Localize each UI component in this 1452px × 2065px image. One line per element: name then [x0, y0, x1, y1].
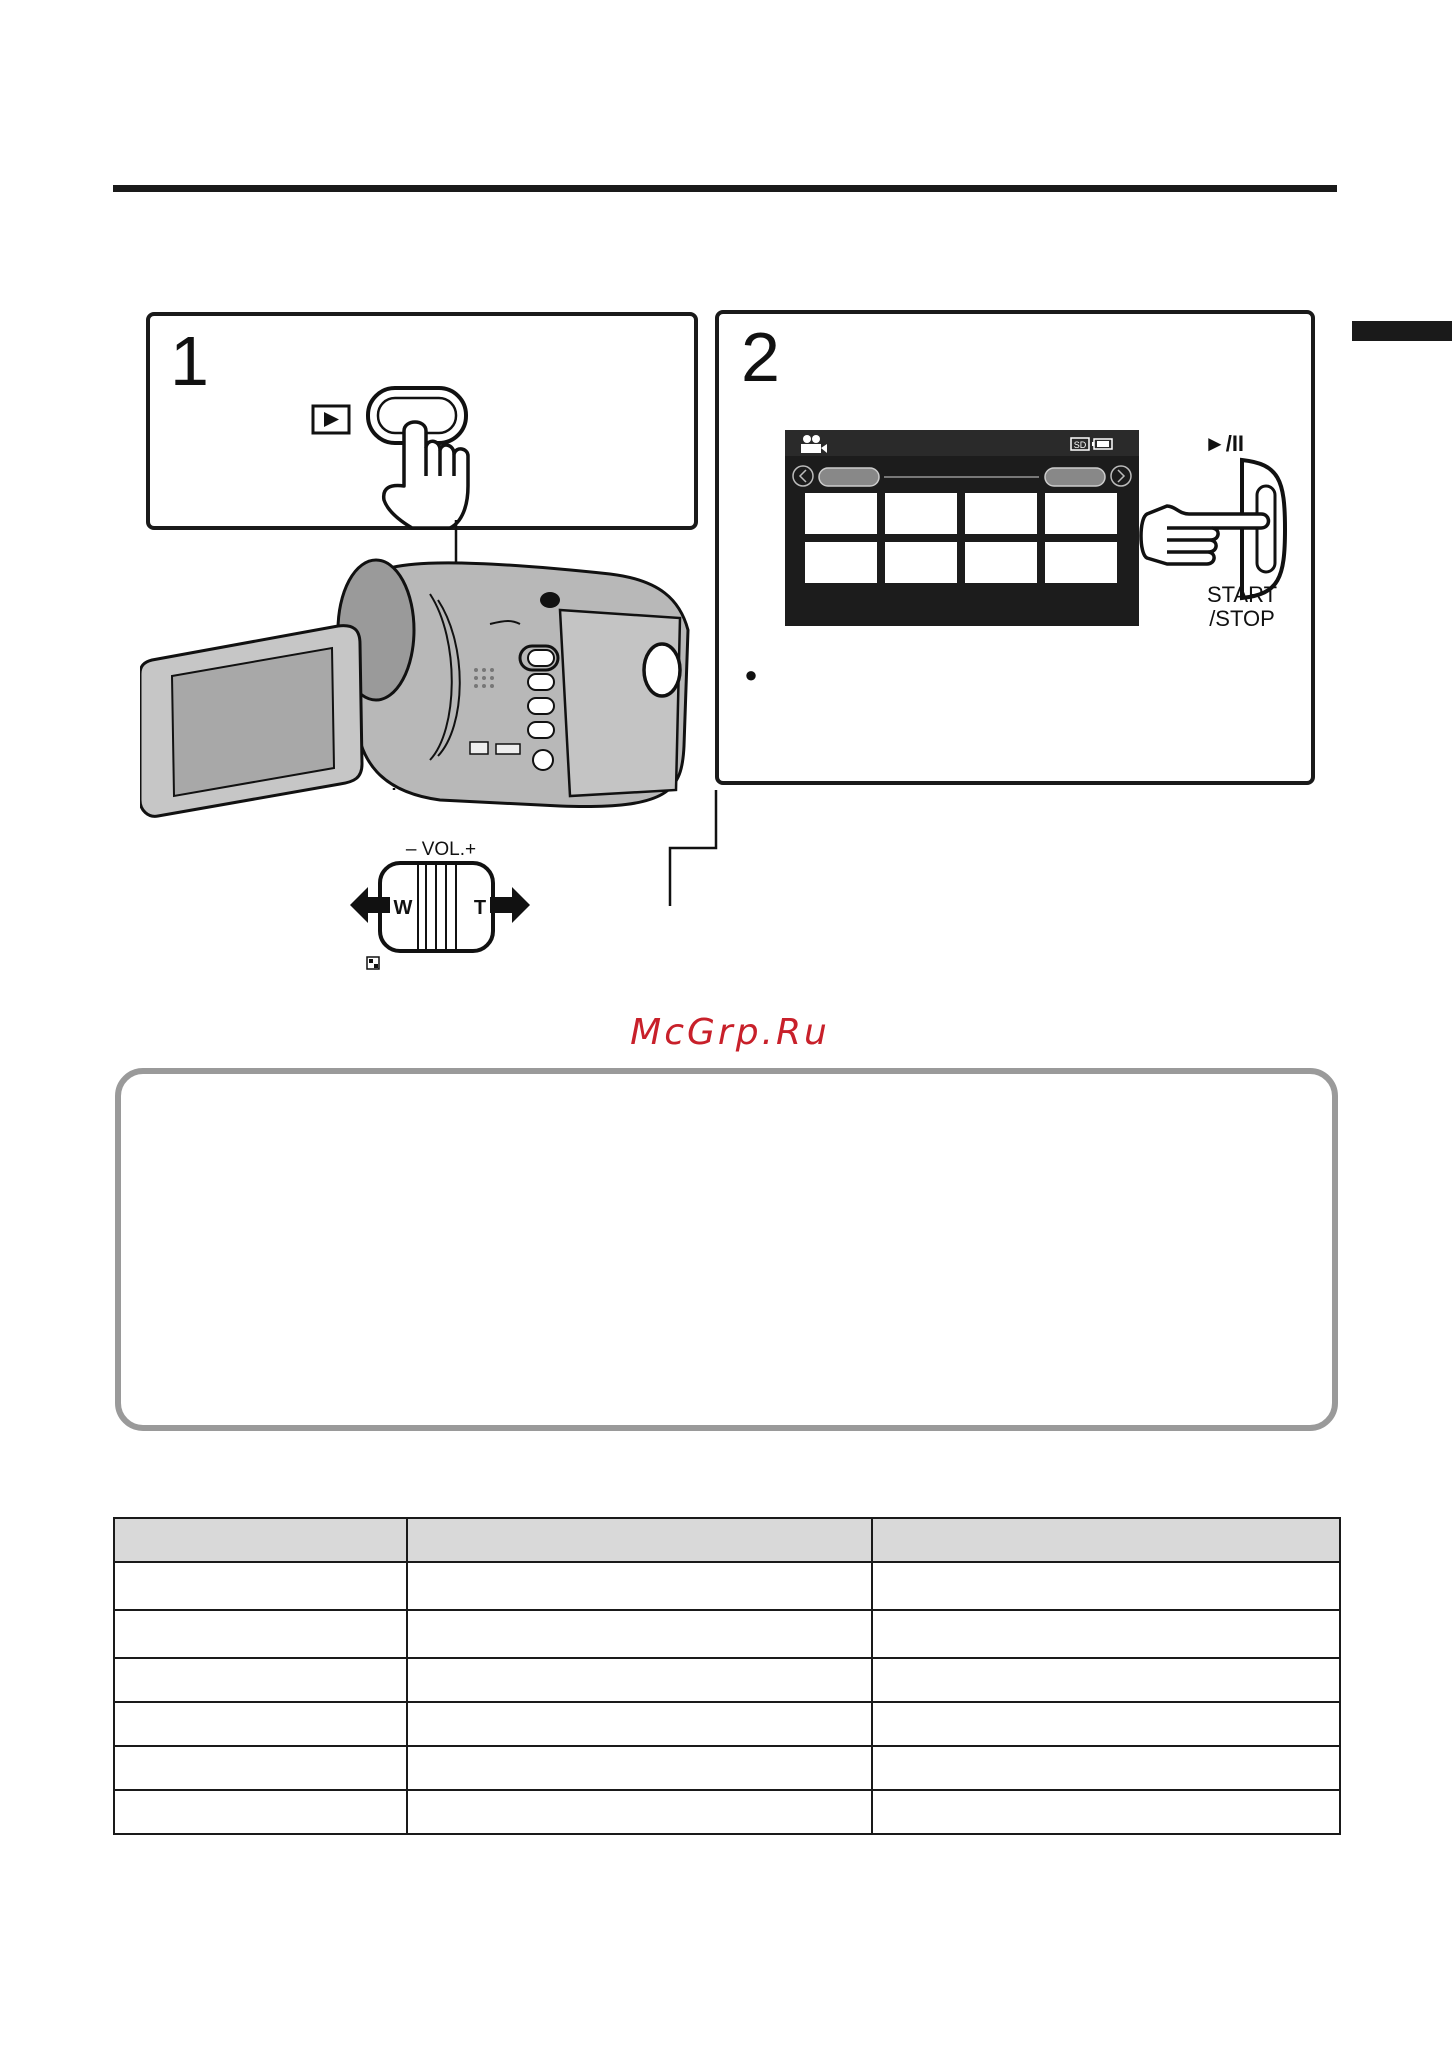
table-cell — [114, 1610, 407, 1658]
note-box — [115, 1068, 1338, 1431]
table-header-row — [114, 1518, 1340, 1562]
table-cell — [872, 1702, 1340, 1746]
bullet-mark: ● — [744, 662, 758, 687]
arrow-right-icon — [490, 887, 530, 923]
camcorder-body — [338, 560, 688, 807]
table-cell — [872, 1562, 1340, 1610]
step-1-box — [146, 312, 698, 530]
scroll-right-button-icon — [1045, 468, 1105, 486]
play-mode-icon — [313, 406, 349, 433]
table-row — [114, 1562, 1340, 1610]
zoom-lever-illustration — [340, 830, 540, 975]
table-cell — [872, 1790, 1340, 1834]
play-pause-label: ►/II — [1203, 431, 1245, 456]
table-cell — [872, 1658, 1340, 1702]
index-screen-illustration — [719, 314, 1319, 789]
table-row — [114, 1746, 1340, 1790]
table-row — [114, 1658, 1340, 1702]
table-cell — [114, 1658, 407, 1702]
scroll-left-button-icon — [819, 468, 879, 486]
table-row — [114, 1610, 1340, 1658]
playback-button-illustration — [150, 316, 702, 534]
table-cell — [114, 1562, 407, 1610]
table-cell — [407, 1702, 872, 1746]
table-row — [114, 1790, 1340, 1834]
table-cell — [114, 1702, 407, 1746]
sd-label: SD — [1073, 440, 1087, 450]
spec-table — [113, 1517, 1341, 1835]
section-tab — [1352, 321, 1452, 341]
step-2-box — [715, 310, 1315, 785]
table-cell — [407, 1790, 872, 1834]
table-cell — [407, 1746, 872, 1790]
stop-label: /STOP — [1209, 606, 1275, 631]
table-header-cell — [872, 1518, 1340, 1562]
table-header-cell — [114, 1518, 407, 1562]
lcd-index-screen — [785, 430, 1139, 626]
table-cell — [114, 1746, 407, 1790]
wide-label: W — [393, 897, 413, 919]
table-cell — [872, 1610, 1340, 1658]
table-cell — [872, 1746, 1340, 1790]
table-header-cell — [407, 1518, 872, 1562]
table-cell — [407, 1562, 872, 1610]
lcd-panel — [140, 626, 362, 817]
table-row — [114, 1702, 1340, 1746]
start-label: START — [1206, 582, 1278, 607]
table-cell — [407, 1610, 872, 1658]
step-1-number: 1 — [170, 322, 209, 400]
table-cell — [407, 1658, 872, 1702]
table-cell — [114, 1790, 407, 1834]
top-rule — [113, 185, 1337, 192]
start-stop-callout — [644, 644, 680, 696]
tele-label: T — [473, 897, 487, 919]
index-grid-icon — [367, 957, 379, 969]
watermark: McGrp.Ru — [630, 1012, 830, 1053]
vol-label: – VOL.+ — [405, 839, 477, 860]
step-2-number: 2 — [741, 318, 780, 396]
